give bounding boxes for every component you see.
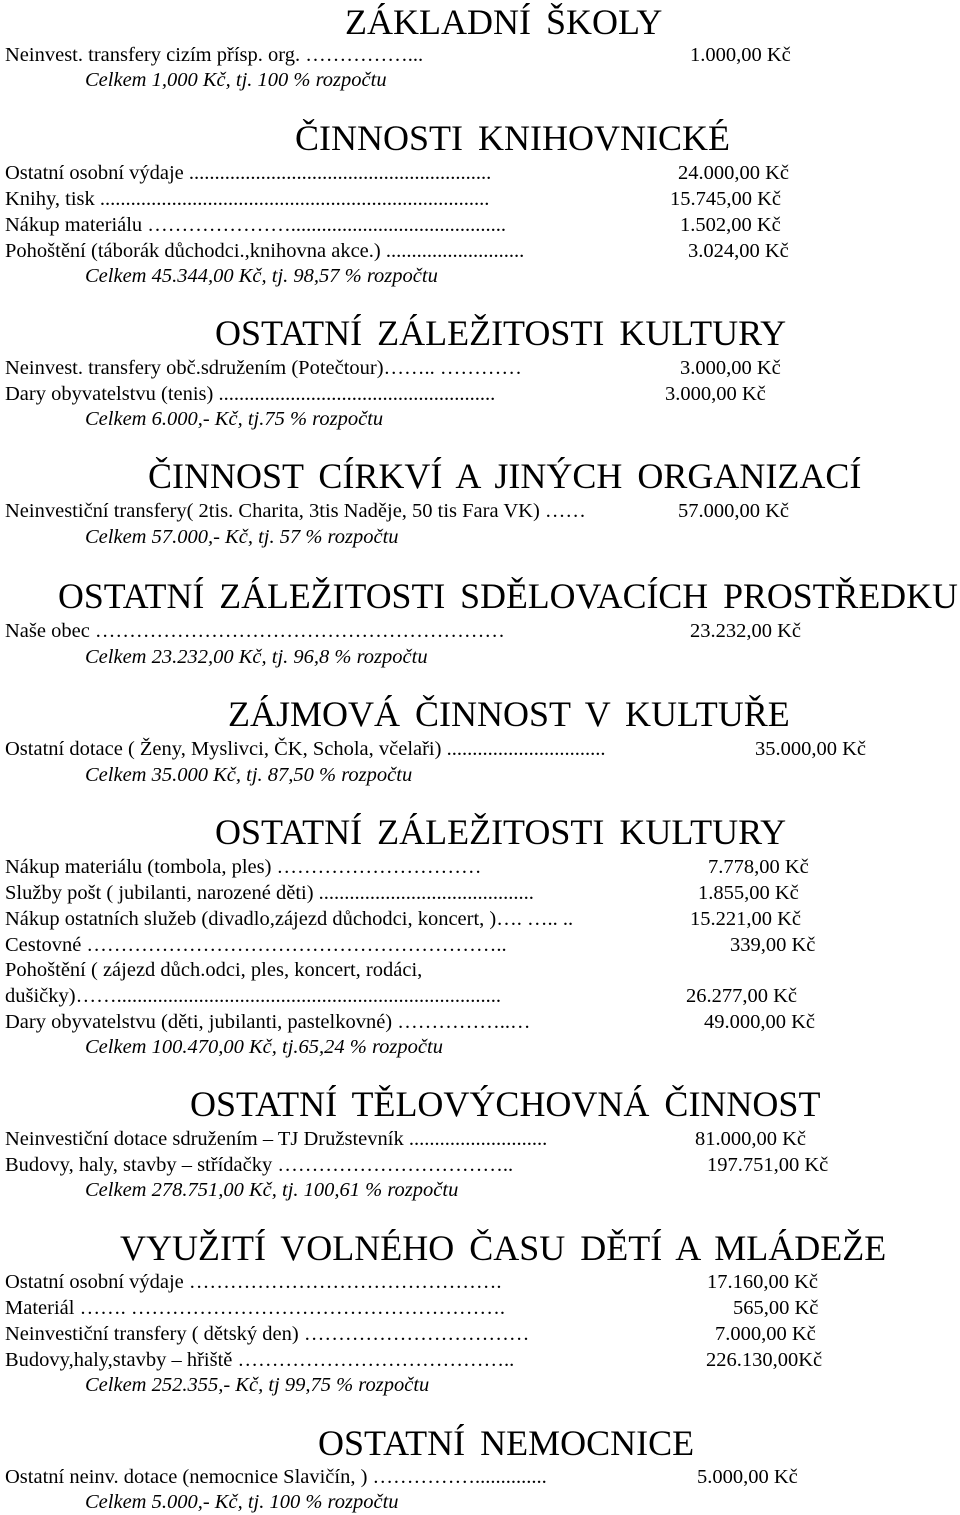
- item-amount: 5.000,00 Kč: [697, 1466, 798, 1488]
- item-amount: 49.000,00 Kč: [704, 1011, 816, 1033]
- item-label: Budovy,haly,stavby – hřiště …………………………………..: [5, 1349, 515, 1371]
- section-total: Celkem 100.470,00 Kč, tj.65,24 % rozpočtu: [85, 1036, 443, 1058]
- item-amount: 23.232,00 Kč: [690, 620, 802, 642]
- section-total: Celkem 5.000,- Kč, tj. 100 % rozpočtu: [85, 1491, 399, 1513]
- section-heading: OSTATNÍ TĚLOVÝCHOVNÁ ČINNOST: [190, 1084, 821, 1124]
- item-amount: 57.000,00 Kč: [678, 500, 790, 522]
- section-total: Celkem 252.355,- Kč, tj 99,75 % rozpočtu: [85, 1374, 430, 1396]
- item-amount: 1.502,00 Kč: [680, 214, 781, 236]
- section-heading: ZÁJMOVÁ ČINNOST V KULTUŘE: [228, 694, 790, 734]
- item-label: Nákup ostatních služeb (divadlo,zájezd důchodci, koncert, )…. ….. ..: [5, 908, 574, 930]
- item-amount: 15.745,00 Kč: [670, 188, 782, 210]
- item-label: Nákup materiálu (tombola, ples) …………………………: [5, 856, 482, 878]
- item-amount: 1.000,00 Kč: [690, 44, 791, 66]
- item-label: Pohoštění (táborák důchodci.,knihovna akce.) ...........................: [5, 240, 525, 262]
- item-label: Knihy, tisk ............................................................................: [5, 188, 490, 210]
- item-label: Naše obec ……………………………………………………: [5, 620, 505, 642]
- item-amount: 81.000,00 Kč: [695, 1128, 807, 1150]
- item-amount: 3.000,00 Kč: [680, 357, 781, 379]
- item-amount: 15.221,00 Kč: [690, 908, 802, 930]
- item-amount: 26.277,00 Kč: [686, 985, 798, 1007]
- item-amount: 17.160,00 Kč: [707, 1271, 819, 1293]
- section-heading: ZÁKLADNÍ ŠKOLY: [345, 2, 663, 42]
- section-total: Celkem 278.751,00 Kč, tj. 100,61 % rozpočtu: [85, 1179, 459, 1201]
- section-total: Celkem 1,000 Kč, tj. 100 % rozpočtu: [85, 69, 387, 91]
- item-label: Neinvestiční dotace sdružením – TJ Družstevník ...........................: [5, 1128, 548, 1150]
- item-label: Neinvest. transfery cizím přísp. org. ……………...: [5, 44, 424, 66]
- item-label: Neinvestiční transfery( 2tis. Charita, 3tis Naděje, 50 tis Fara VK) ……: [5, 500, 586, 522]
- item-label: Ostatní osobní výdaje ……………………………………….: [5, 1271, 502, 1293]
- item-amount: 7.000,00 Kč: [715, 1323, 816, 1345]
- section-total: Celkem 23.232,00 Kč, tj. 96,8 % rozpočtu: [85, 646, 428, 668]
- item-label: Ostatní dotace ( Ženy, Myslivci, ČK, Schola, včelaři) ...............................: [5, 738, 606, 760]
- item-amount: 3.024,00 Kč: [688, 240, 789, 262]
- section-total: Celkem 6.000,- Kč, tj.75 % rozpočtu: [85, 408, 384, 430]
- section-heading: OSTATNÍ ZÁLEŽITOSTI SDĚLOVACÍCH PROSTŘEDKU: [58, 576, 958, 616]
- item-label: Neinvest. transfery obč.sdružením (Potečtour)…….. …………: [5, 357, 522, 379]
- section-heading: OSTATNÍ ZÁLEŽITOSTI KULTURY: [215, 313, 787, 353]
- item-amount: 226.130,00Kč: [706, 1349, 823, 1371]
- item-label: Nákup materiálu …………………..........................................: [5, 214, 507, 236]
- item-amount: 1.855,00 Kč: [698, 882, 799, 904]
- section-total: Celkem 45.344,00 Kč, tj. 98,57 % rozpočtu: [85, 265, 438, 287]
- item-label: Neinvestiční transfery ( dětský den) ……………………………: [5, 1323, 530, 1345]
- item-amount: 24.000,00 Kč: [678, 162, 790, 184]
- item-amount: 339,00 Kč: [730, 934, 816, 956]
- item-label: Cestovné ……………………………………………………..: [5, 934, 507, 956]
- section-total: Celkem 35.000 Kč, tj. 87,50 % rozpočtu: [85, 764, 413, 786]
- section-total: Celkem 57.000,- Kč, tj. 57 % rozpočtu: [85, 526, 399, 548]
- item-label: Budovy, haly, stavby – střídačky ……………………………..: [5, 1154, 514, 1176]
- item-amount: 197.751,00 Kč: [707, 1154, 829, 1176]
- item-label: Pohoštění ( zájezd důch.odci, ples, koncert, rodáci,: [5, 959, 423, 981]
- item-amount: 7.778,00 Kč: [708, 856, 809, 878]
- item-amount: 35.000,00 Kč: [755, 738, 867, 760]
- item-label: Služby pošt ( jubilanti, narozené děti) ..........................................: [5, 882, 534, 904]
- section-heading: OSTATNÍ NEMOCNICE: [318, 1423, 695, 1463]
- item-label: Materiál ……. ……………………………………………….: [5, 1297, 505, 1319]
- item-label: dušičky)……...........................................................................: [5, 985, 501, 1007]
- section-heading: ČINNOSTI KNIHOVNICKÉ: [295, 118, 730, 158]
- item-amount: 565,00 Kč: [733, 1297, 819, 1319]
- section-heading: OSTATNÍ ZÁLEŽITOSTI KULTURY: [215, 812, 787, 852]
- item-label: Ostatní neinv. dotace (nemocnice Slavičín, ) ……………..............: [5, 1466, 547, 1488]
- item-amount: 3.000,00 Kč: [665, 383, 766, 405]
- section-heading: VYUŽITÍ VOLNÉHO ČASU DĚTÍ A MLÁDEŽE: [120, 1228, 887, 1268]
- item-label: Dary obyvatelstvu (tenis) ......................................................: [5, 383, 496, 405]
- item-label: Ostatní osobní výdaje ...........................................................: [5, 162, 492, 184]
- section-heading: ČINNOST CÍRKVÍ A JINÝCH ORGANIZACÍ: [148, 456, 862, 496]
- item-label: Dary obyvatelstvu (děti, jubilanti, pastelkovné) ……………..…: [5, 1011, 531, 1033]
